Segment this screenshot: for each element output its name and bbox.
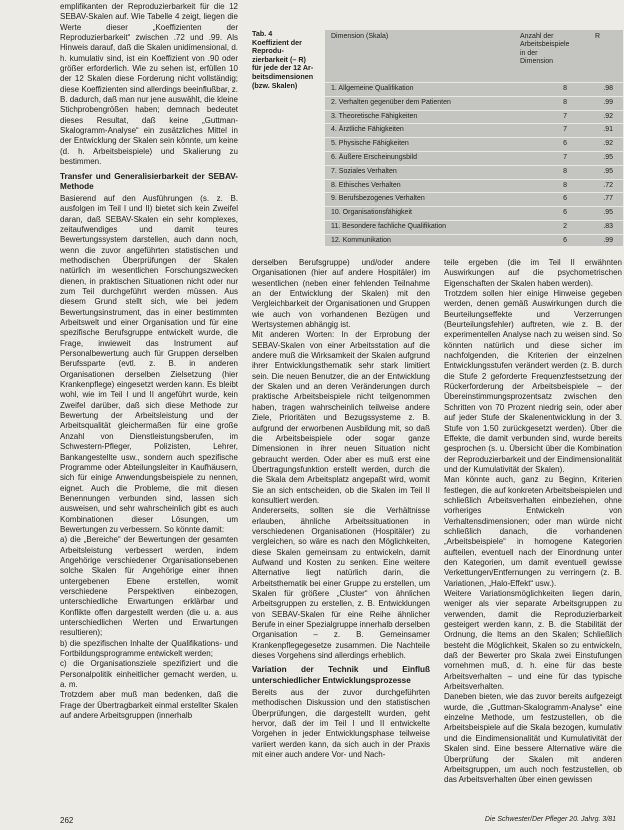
paragraph: derselben Berufsgruppe) und/oder andere Organisationen (hier auf andere Hospitäler) im wesentlichen (neben einer fehlenden Teilnahme an der Entwicklung der Skalen) mit den Vergleichbarkeit der Organisationen und Gruppen wie auch von vorhandenen Bezügen und Wertsystemen abhängig ist.	[252, 258, 430, 330]
row-count: 6	[563, 236, 567, 244]
section-heading: Variation der Technik und Einfluß unterschiedlicher Entwicklungsprozesse	[252, 665, 430, 685]
paragraph: Trotzdem aber muß man bedenken, daß die Frage der Übertragbarkeit einmal erstellter Skalen auf andere Arbeitsgruppen (innerhalb	[60, 690, 238, 721]
page-number: 262	[60, 816, 74, 825]
header-count-line: Dimension	[520, 58, 554, 66]
row-dimension: 7. Soziales Verhalten	[331, 167, 397, 175]
row-count: 2	[563, 222, 567, 230]
row-r: .95	[603, 209, 613, 217]
caption-line: zierbarkeit (– R)	[252, 54, 306, 64]
table-row	[325, 110, 623, 124]
paragraph: Andererseits, sollten sie die Verhältnisse erlauben, ähnliche Arbeitssituationen in verschiedenen Organisationen (Hospitäler) zu vergleichen, so wäre es nach den Möglichkeiten, diese Skalen gemeinsam zu entwickeln, damit Aufwand und Kosten zu senken. Eine weitere Alternative liegt natürlich darin, die Arbeitsthematik bei einer Gruppe zu erstellen, um Skalen für größere „Cluster“ von ähnlichen Arbeitsgruppen zu erstellen, z. B. Entwicklungen von SEBAV-Skalen für eine Reihe ähnlicher Berufe in einer Spezialgruppe innerhalb derselben Organisation – z. B. Gemeinsamer Krankenpflegegesetze zusammen. Die Nachteile dieses Vorgehens sind allerdings erheblich.	[252, 506, 430, 661]
header-dimension: Dimension (Skala)	[331, 33, 389, 40]
table-row	[325, 96, 623, 110]
header-count-line: Arbeitsbeispiele	[520, 41, 570, 49]
header-count-line: Anzahl der	[520, 33, 554, 40]
row-dimension: 8. Ethisches Verhalten	[331, 181, 401, 189]
table-row	[325, 137, 623, 151]
row-dimension: 2. Verhalten gegenüber dem Patienten	[331, 98, 451, 106]
row-count: 6	[563, 140, 567, 148]
journal-footer: Die Schwester/Der Pfleger 20. Jahrg. 3/81	[484, 816, 616, 823]
paragraph: c) die Organisationsziele spezifiziert und die Personalpolitik einheitlicher gemacht werden, u. a. m.	[60, 659, 238, 690]
row-dimension: 6. Äußere Erscheinungsbild	[331, 153, 417, 161]
header-r: R	[595, 33, 601, 40]
row-count: 7	[563, 153, 567, 161]
table-row	[325, 123, 623, 137]
table-row	[325, 179, 623, 193]
row-r: .98	[603, 85, 613, 92]
row-r: .91	[603, 126, 613, 134]
row-r: .92	[603, 140, 613, 148]
row-dimension: 9. Berufsbezogenes Verhalten	[331, 195, 425, 203]
caption-line: für jede der 12 Ar-	[252, 63, 314, 73]
row-dimension: 12. Kommunikation	[331, 236, 391, 244]
section-heading: Transfer und Generalisierbarkeit der SEBAV-Methode	[60, 171, 238, 191]
text-column-middle	[252, 258, 430, 808]
header-count-line: in der	[520, 49, 538, 57]
row-dimension: 11. Besondere fachliche Qualifikation	[331, 222, 447, 230]
row-dimension: 1. Allgemeine Qualifikation	[331, 85, 414, 92]
table-row	[325, 234, 623, 248]
paragraph: emplifikanten der Reproduzierbarkeit für die 12 SEBAV-Skalen auf. Wie Tabelle 4 zeigt, liegen die Werte dieser „Koeffizienten der Reproduzierbarkeit“ zwischen .72 und .99. Als Hinweis darauf, daß die Skalen unidimensional, d. h. kumulativ sind, ist ein Koeffizient von .90 oder größer erforderlich. Wie zu sehen ist, erfüllen 10 der 12 Skalen diese Forderung nicht vollständig; diese Koeffizienten sind allerdings beeinflußbar, z. B. dadurch, daß man nur jene auswählt, die kleine Stichprobengrößen haben; demnach bedeutet dieses Resultat, daß keine „Guttman-Skalogramm-Analyse“ ein zusätzliches Mittel in der Entwicklung der Skalen sein könnte, um keine (d. h. Arbeitsbeispiele) und Skalierung zu bestimmen.	[60, 2, 238, 167]
caption-line: (bzw. Skalen)	[252, 80, 298, 90]
reproducibility-table	[325, 30, 623, 246]
row-count: 8	[563, 181, 567, 189]
row-count: 8	[563, 98, 567, 106]
table-caption	[252, 30, 318, 90]
row-r: .83	[603, 222, 613, 230]
paragraph: a) die „Bereiche“ der Bewertungen der gesamten Arbeitsleistung verbessert werden, indem Angehörige verschiedener Organisationsebenen solche Skalen für Angehörige einer ihnen untergebenen Ebene erstellen, womit verschiedene Perspektiven einbezogen, unterschiedliche Erwartungen erklärbar und Konflikte offen dargestellt werden (die u. a. aus unterschiedlichen Werten und Erwartungen resultieren);	[60, 535, 238, 638]
row-r: .92	[603, 112, 613, 120]
row-r: .95	[603, 153, 613, 161]
row-count: 7	[563, 112, 567, 120]
row-dimension: 10. Organisationsfähigkeit	[331, 209, 412, 217]
caption-line: Koeffizient der Reprodu-	[252, 37, 302, 56]
row-count: 6	[563, 195, 567, 203]
row-r: .99	[603, 236, 613, 244]
table-header	[325, 30, 623, 80]
paragraph: Bereits aus der zuvor durchgeführten methodischen Diskussion und den statistischen Überprüfungen, die dargestellt wurden, geht hervor, daß der im Teil I und II entwickelte Vorgehen in jeder Entwicklungsphase teilweise variiert werden kann, da sich auch in der Praxis mit einer auch andere Vor- und Nach-	[252, 687, 430, 759]
paragraph: teile ergeben (die im Teil II erwähnten Auswirkungen auf die psychometrischen Eigenschaften der Skalen haben werden).	[444, 258, 622, 288]
row-dimension: 4. Ärztliche Fähigkeiten	[331, 126, 404, 134]
row-count: 7	[563, 126, 567, 134]
row-r: .77	[603, 195, 613, 203]
row-count: 8	[563, 167, 567, 175]
row-r: .95	[603, 167, 613, 175]
paragraph: Trotzdem sollen hier einige Hinweise gegeben werden, denen gemäß Auswirkungen durch die Beurteilungseffekte und Verzerrungen (Beurteilungsfehler) auftreten, wie z. B. der experimentellen Analyse nach zu weisen sind. So könnten natürlich und diese sicher im nachfolgenden, die Kriterien der einzelnen Entwicklungsstufen verändert werden (z. B. durch die Stufe 2 geforderte Frequenzfestsetzung der Rückerforderung der Arbeitsbeispiele – der Übereinstimmungsprozentsatz zwischen den Schritten von 70 Prozent niedrig sein, oder aber auf jeder Stufe der Skalenentwicklung in der 3. Stufe von 1.50 zurückgesetzt werden). Über die Effekte, die damit verbunden sind, wurde bereits gesprochen (s. u. Übersicht über die Kombination der Reproduzierbarkeit und der Eindimensionalität und der Kumulativität der Skalen).	[444, 289, 622, 474]
paragraph: b) die spezifischen Inhalte der Qualifikations- und Fortbildungsprogramme entwickelt werden;	[60, 638, 238, 659]
caption-line: Tab. 4	[252, 29, 273, 38]
row-r: .99	[603, 98, 613, 106]
table-body	[325, 82, 623, 248]
paragraph: Weitere Variationsmöglichkeiten liegen darin, weniger als vier separate Arbeitsgruppen zu verwenden, damit die Reproduzierbarkeit gesteigert werden kann, z. B. die Stabilität der Ordnung, die Items an den Skalen; Schließlich besteht die Möglichkeit, Skalen so zu entwickeln, daß der Bewerter pro Skala zwei Einstufungen vornehmen muß, d. h. eine für das beste Arbeitsverhalten – und eine für das typische Arbeitsverhalten.	[444, 589, 622, 692]
caption-line: beitsdimensionen	[252, 71, 314, 81]
text-column-right	[444, 258, 622, 808]
paragraph: Man könnte auch, ganz zu Beginn, Kriterien festlegen, die auf konkreten Arbeitsbeispielen und schließlich Arbeitsverhalten einbeziehen, ohne vorheriges Entwickeln von Verhaltensdimensionen; oder man würde nicht schließlich danach, die vorhandenen „Arbeitsbeispiele“ in homogene Kategorien aufteilen, eventuell nach der Einordnung unter den Kategorien, um damit eventuell gewisse Verkettungen/Entfernungen zu verringern (z. B. Variationen, „Halo-Effekt“ usw.).	[444, 475, 622, 588]
table-row	[325, 206, 623, 220]
row-r: .72	[603, 181, 613, 189]
table-row	[325, 192, 623, 206]
header-count	[520, 33, 588, 67]
table-row	[325, 151, 623, 165]
row-dimension: 3. Theoretische Fähigkeiten	[331, 112, 418, 120]
row-count: 8	[563, 85, 567, 92]
paragraph: Daneben bieten, wie das zuvor bereits aufgezeigt wurde, die „Guttman-Skalogramm-Analyse“ eine einzelne Methode, um festzustellen, ob die Arbeitsbeispiele auf die Skala bezogen, kumulativ und die Eindimensionalität und Kumulativität der Skalen sind. Eine bessere Alternative wäre die Überprüfung der Skalen mit anderen Arbeitsgruppen, um auch noch festzustellen, ob das Arbeitsverhalten über einen gewissen	[444, 692, 622, 785]
row-count: 6	[563, 209, 567, 217]
table-row	[325, 82, 623, 96]
table-row	[325, 165, 623, 179]
paragraph: Basierend auf den Ausführungen (s. z. B. ausfolgen im Teil I und II) bietet sich kein Zweifel daran, daß SEBAV-Skalen ein sehr komplexes, zeitaufwendiges und damit teures Bewertungssystem darstellen, auch dann noch, wenn die zuvor angeführten statistischen und methodischen Überprüfungen der Skalen natürlich im wesentlichen Forschungszwecken dienen, in praktischen Situationen nicht oder nur zum Teil durchgeführt werden müssen. Aus diesem Grund stellt sich, wie bei jedem Bewertungsinstrument, das in einer bestimmten Arbeitswelt und einer Organisation und für eine spezifische Berufsgruppe entwickelt wurde, die Frage, inwieweit das Instrument auf Personalbewertung auch für Gruppen derselben Berufssparte (evtl. z. B. in anderen Organisationen derselben Zielsetzung (hier Krankenpflege) eingesetzt werden kann. Es bleibt wohl, wie im Teil I und II angeführt wurde, kein Zweifel darüber, daß sich diese Methode zur Bewertung der Arbeitsleistung und der Arbeitsqualität gleichermaßen für eine große Anzahl von Dienstleistungsberufen, im Schwestern-Pfleger, Polizisten, Lehrer, Bankangestellte usw., sondern auch spezifische Programme oder Abteilungsleiter in Kaufhäusern, sich für einige Anwendungsbeispiele zu nennen, eignet. Auch die Probleme, die mit diesen Benennungen verbunden sind, lassen sich ausweisen, und sehr wahrscheinlich gibt es auch Kombinationen dieser Lösungen, um Bewertungen zu verbessern. So könnte damit:	[60, 193, 238, 534]
text-column-left	[60, 2, 238, 808]
table-row	[325, 220, 623, 234]
paragraph: Mit anderen Worten: In der Erprobung der SEBAV-Skalen von einer Arbeitsstation auf die andere muß die Wirksamkeit der Skalen aufgrund ihrer Entwicklungsthematik sehr stark limitiert sein. Die neuen Benutzer, die an der Entwicklung der Skalen und an deren Veränderungen durch praktische Arbeitsbeispiele nicht teilgenommen haben, tragen wahrscheinlich teilweise andere Ziele, Prioritäten und Bezugssysteme z. B. aufgrund der erworbenen Ausbildung mit, so daß die Arbeitsbeispiele oder sogar ganze Dimensionen in ihrer neuen Situation nicht gebraucht werden. Oder aber es muß erst eine Übertragungsfunktion erstellt werden, durch die die Skala dem Arbeitsplatz angepaßt wird, womit Sie an sich entscheiden, ob die Skalen im Teil II konsultiert werden.	[252, 330, 430, 505]
row-dimension: 5. Physische Fähigkeiten	[331, 140, 409, 148]
